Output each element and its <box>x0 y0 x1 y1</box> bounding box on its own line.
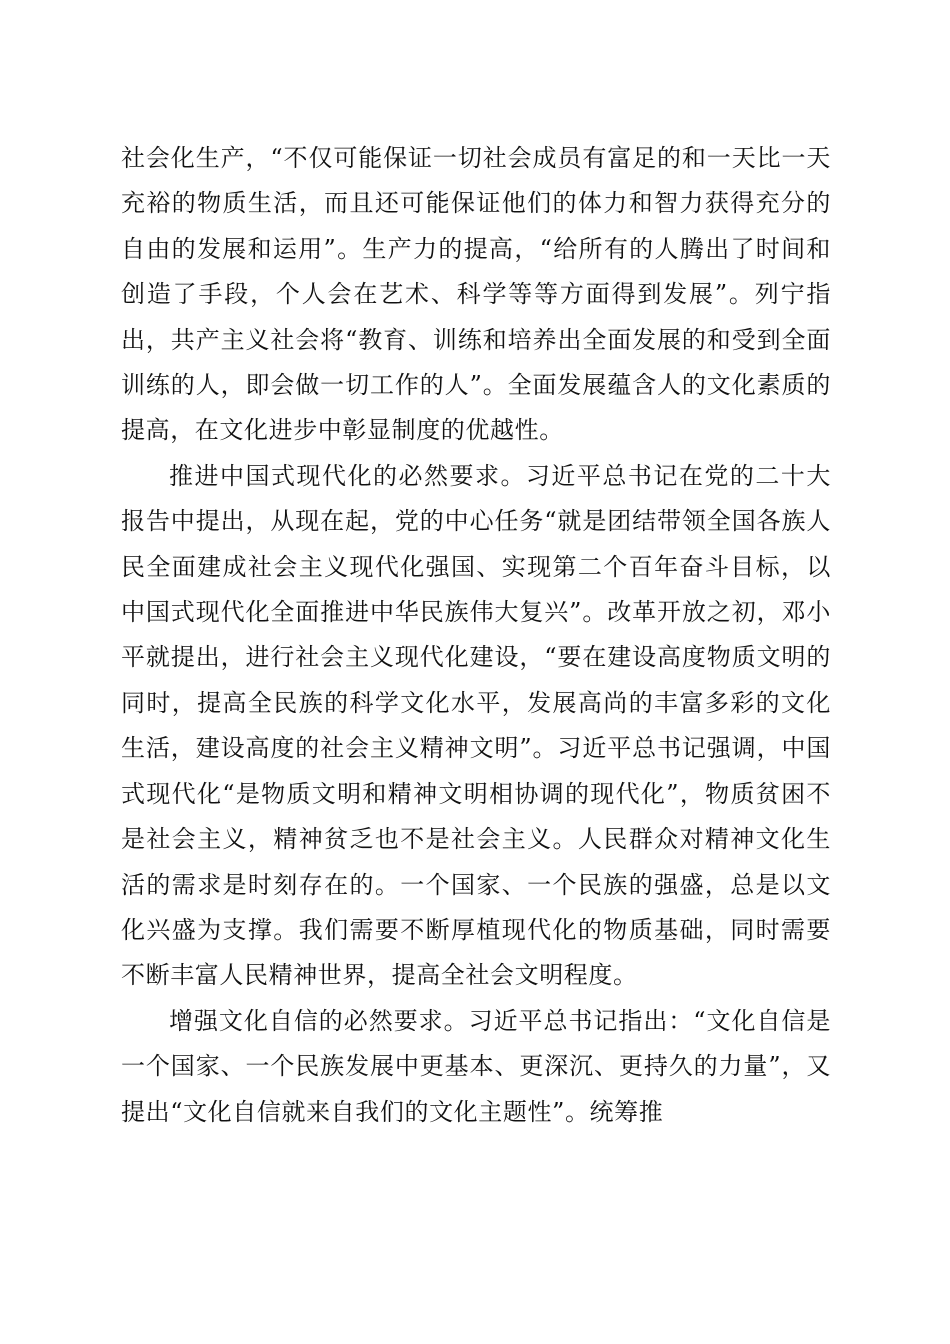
paragraph-3: 增强文化自信的必然要求。习近平总书记指出：“文化自信是一个国家、一个民族发展中更基本、更深沉、更持久的力量”，又提出“文化自信就来自我们的文化主题性”。统筹推 <box>121 1006 831 1126</box>
document-body <box>121 136 831 1135</box>
paragraph-1: 社会化生产，“不仅可能保证一切社会成员有富足的和一天比一天充裕的物质生活，而且还可能保证他们的体力和智力获得充分的自由的发展和运用”。生产力的提高，“给所有的人腾出了时间和创造了手段，个人会在艺术、科学等等方面得到发展”。列宁指出，共产主义社会将“教育、训练和培养出全面发展的和受到全面训练的人，即会做一切工作的人”。全面发展蕴含人的文化素质的提高，在文化进步中彰显制度的优越性。 <box>121 144 831 445</box>
paragraph-2: 推进中国式现代化的必然要求。习近平总书记在党的二十大报告中提出，从现在起，党的中心任务“就是团结带领全国各族人民全面建成社会主义现代化强国、实现第二个百年奋斗目标，以中国式现代化全面推进中华民族伟大复兴”。改革开放之初，邓小平就提出，进行社会主义现代化建设，“要在建设高度物质文明的同时，提高全民族的科学文化水平，发展高尚的丰富多彩的文化生活，建设高度的社会主义精神文明”。习近平总书记强调，中国式现代化“是物质文明和精神文明相协调的现代化”，物质贫困不是社会主义，精神贫乏也不是社会主义。人民群众对精神文化生活的需求是时刻存在的。一个国家、一个民族的强盛，总是以文化兴盛为支撑。我们需要不断厚植现代化的物质基础，同时需要不断丰富人民精神世界，提高全社会文明程度。 <box>121 461 831 990</box>
